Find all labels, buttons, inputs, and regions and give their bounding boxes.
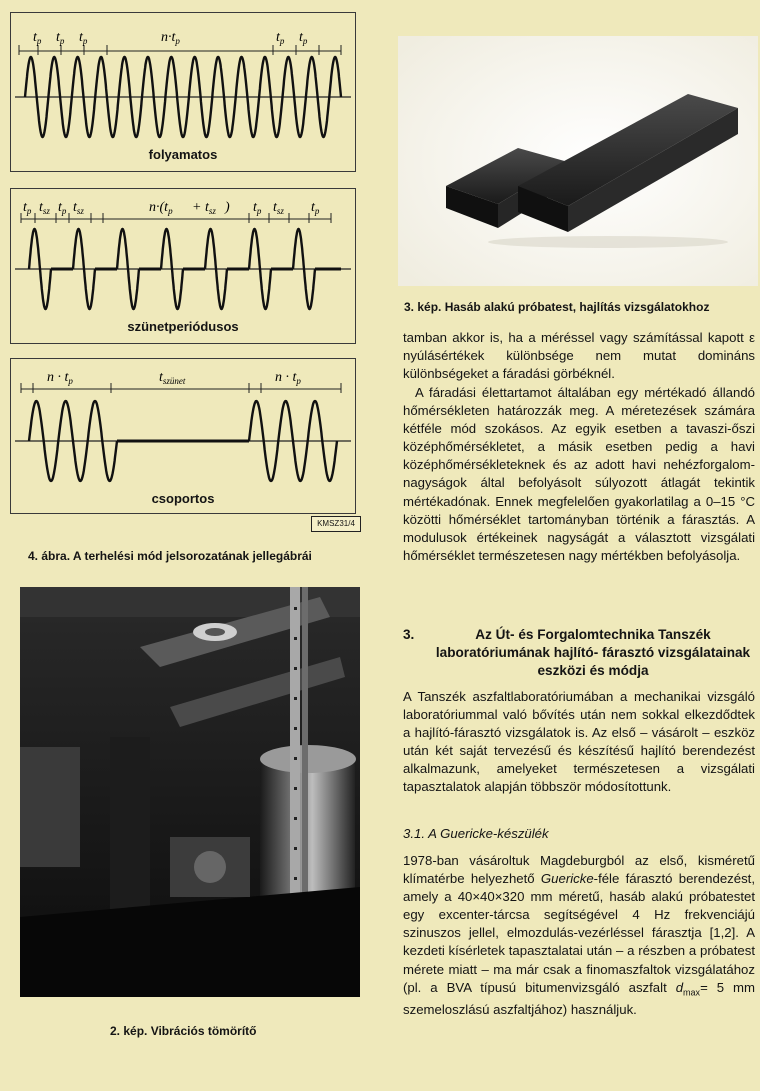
panel-csoportos: [10, 358, 356, 514]
paragraph-2: A fáradási élettartamot általában egy mértékadó állandó hőmérsékleten határozzák meg. A méretezések számára kétféle mód szokásos. Az egyik esetben a tavaszi-őszi középhőmérsékletet, a másik esetben pedig a havi középhőmérsékleteknek és az adott havi nehézforgalom-nagyságok által befolyásolt súlyozott átlagát tekintik mértékadónak. Ennek megfelelően gyakorlatilag a 0–15 °C közötti hőmérséklet tartományban történik a fárasztás. A modulusok értékeinek nagyságát a választott vizsgálati hőmérséklet természetesen nagy mértékben befolyásolja.: [403, 385, 755, 563]
p4-guericke: Guericke: [540, 871, 594, 887]
period-label: $t_p$: [299, 30, 308, 46]
panel-folyamatos: [10, 12, 356, 172]
period-label: + $t_{sz}$: [192, 200, 216, 216]
vibration-compactor-photo: [20, 587, 360, 997]
p4-max-sub: max: [683, 987, 701, 998]
period-label: $t_p$: [276, 30, 285, 46]
panel-label: szünetperiódusos: [127, 319, 239, 334]
panel-label: csoportos: [151, 491, 215, 506]
period-label: $t_p$: [79, 30, 88, 46]
p4-part-b: -féle fárasztó berendezést, amely a 40×40×320 mm méretű, hasáb alakú próbatestet egy excenter-tárcsa segítségével 4 Hz frekvenciájú szinuszos jellel, elmozdulás-vezérléssel fárasztja [1,2]. A kezdeti kísérletek tapasztalatai után – a részben a próbatest mérete miatt – ma már csak a finomaszfaltok vizsgálatához (pl. a BVA típusú bitumenvizsgáló aszfalt: [403, 871, 756, 995]
period-label: $t_p$: [23, 200, 32, 216]
photo2-caption: 2. kép. Vibrációs tömörítő: [110, 1024, 257, 1038]
period-label: $t_{szünet}$: [159, 370, 186, 386]
period-label: $t_p$: [33, 30, 42, 46]
period-label: $t_{sz}$: [273, 200, 284, 216]
period-label: $n \cdot t_p$: [47, 370, 73, 386]
period-label: $t_p$: [253, 200, 262, 216]
period-label: $t_p$: [58, 200, 67, 216]
paragraph-4: [403, 852, 755, 1019]
paragraph-3: A Tanszék aszfaltlaboratóriumában a mechanikai vizsgáló laboratóriummal való bővítés után nem sokkal elkezdődtek a hajlító-fárasztó vizsgálatok is. Az első – vásárolt – eszköz után két saját tervezésű és készítésű hajlító berendezést alkalmazunk, amelyeket természetesen a vizsgálati tapasztalatok alapján többször módosítottunk.: [403, 689, 755, 795]
period-label: ): [225, 200, 230, 215]
section-title: Az Út- és Forgalomtechnika Tanszék laboratóriumának hajlító- fárasztó vizsgálatainak eszközi és módja: [435, 627, 751, 678]
subsection-3-1-heading: 3.1. A Guericke-készülék: [403, 826, 549, 841]
section-number: 3.: [403, 627, 415, 642]
photo3-caption: 3. kép. Hasáb alakú próbatest, hajlítás vizsgálatokhoz: [404, 300, 710, 314]
paragraph-1: tamban akkor is, ha a méréssel vagy számítással kapott ε nyúlásértékek különbsége nem mutat domináns különbségeket a fáradási görbéknél.: [403, 330, 755, 382]
group-wave-diagram: [11, 359, 355, 513]
p4-part-c: = 5 mm szemeloszlású aszfaltjához) használjuk.: [403, 979, 755, 1018]
specimen-photo: [398, 36, 758, 286]
panel-label: folyamatos: [148, 147, 218, 162]
p4-d-symbol: d: [675, 979, 684, 995]
figure-code: KMSZ31/4: [311, 516, 361, 532]
p4-part-a: 1978-ban vásároltuk Magdeburgból az első, kisméretű klímatérbe helyezhető: [403, 853, 755, 887]
panel-szunetperiodusos: [10, 188, 356, 344]
period-label: $n\cdot(t_p$: [149, 200, 173, 216]
period-label: $t_p$: [56, 30, 65, 46]
figure4-caption: 4. ábra. A terhelési mód jelsorozatának jellegábrái: [28, 549, 312, 563]
period-label: $t_p$: [311, 200, 320, 216]
period-label: $n\cdot t_p$: [161, 30, 180, 46]
period-label: $t_{sz}$: [39, 200, 50, 216]
period-label: $t_{sz}$: [73, 200, 84, 216]
period-label: $n \cdot t_p$: [275, 370, 301, 386]
section-3-heading: [403, 626, 755, 680]
